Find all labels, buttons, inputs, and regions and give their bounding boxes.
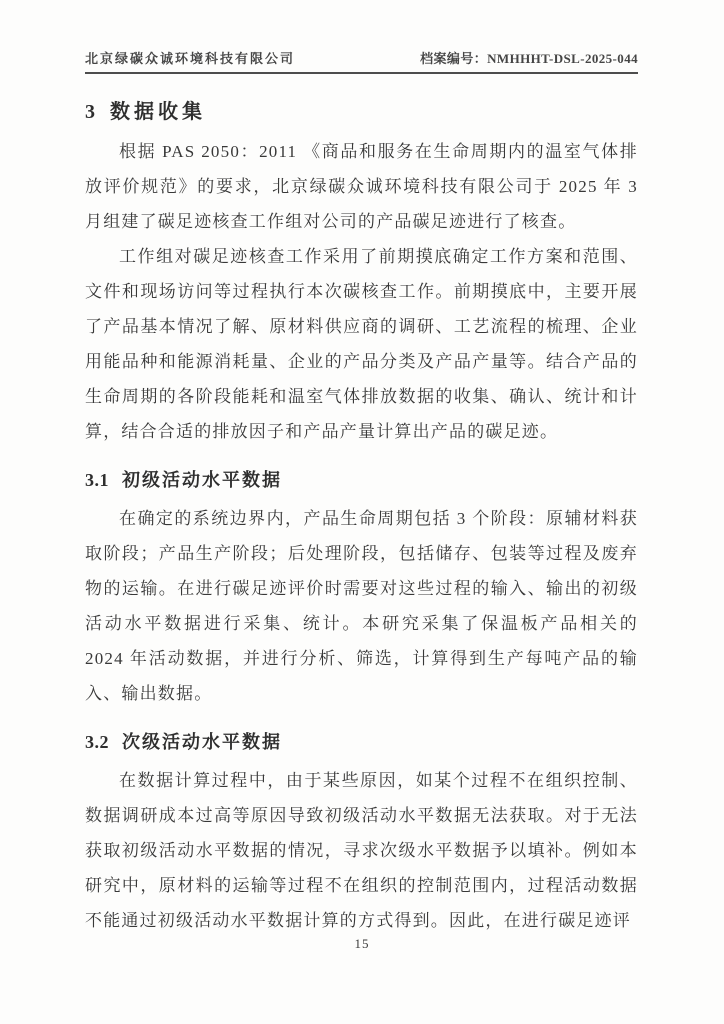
paragraph: 工作组对碳足迹核查工作采用了前期摸底确定工作方案和范围、文件和现场访问等过程执行本次碳核查工作。前期摸底中，主要开展了产品基本情况了解、原材料供应商的调研、工艺流程的梳理、企业用能品种和能源消耗量、企业的产品分类及产品产量等。结合产品的生命周期的各阶段能耗和温室气体排放数据的收集、确认、统计和计算，结合合适的排放因子和产品产量计算出产品的碳足迹。 (85, 247, 638, 441)
document-content (85, 73, 638, 938)
company-name: 北京绿碳众诚环境科技有限公司 (85, 51, 296, 66)
paragraph: 根据 PAS 2050：2011 《商品和服务在生命周期内的温室气体排放评价规范》的要求，北京绿碳众诚环境科技有限公司于 2025 年 3 月组建了碳足迹核查工作组对公司的产品碳足迹进行了核查。 (85, 142, 638, 231)
section-heading-3-2 (85, 729, 638, 755)
section-heading-3-1 (85, 467, 638, 493)
section-title: 初级活动水平数据 (122, 470, 282, 490)
chapter-number: 3 (85, 101, 95, 123)
chapter-heading (85, 98, 638, 126)
page-header (85, 48, 638, 74)
file-number-value: NMHHHT-DSL-2025-044 (487, 51, 638, 66)
paragraph: 在确定的系统边界内，产品生命周期包括 3 个阶段：原辅材料获取阶段；产品生产阶段；后处理阶段，包括储存、包装等过程及废弃物的运输。在进行碳足迹评价时需要对这些过程的输入、输出的初级活动水平数据进行采集、统计。本研究采集了保温板产品相关的 2024 年活动数据，并进行分析、筛选，计算得到生产每吨产品的输入、输出数据。 (85, 509, 638, 703)
page-number: 15 (354, 936, 370, 951)
chapter-title: 数据收集 (110, 101, 206, 123)
file-number (420, 48, 638, 67)
section-title: 次级活动水平数据 (122, 732, 282, 752)
section-number: 3.1 (85, 470, 109, 490)
file-number-label: 档案编号： (420, 51, 488, 66)
section-number: 3.2 (85, 732, 109, 752)
paragraph: 在数据计算过程中，由于某些原因，如某个过程不在组织控制、数据调研成本过高等原因导致初级活动水平数据无法获取。对于无法获取初级活动水平数据的情况，寻求次级水平数据予以填补。例如本研究中，原材料的运输等过程不在组织的控制范围内，过程活动数据不能通过初级活动水平数据计算的方式得到。因此，在进行碳足迹评 (85, 771, 638, 930)
